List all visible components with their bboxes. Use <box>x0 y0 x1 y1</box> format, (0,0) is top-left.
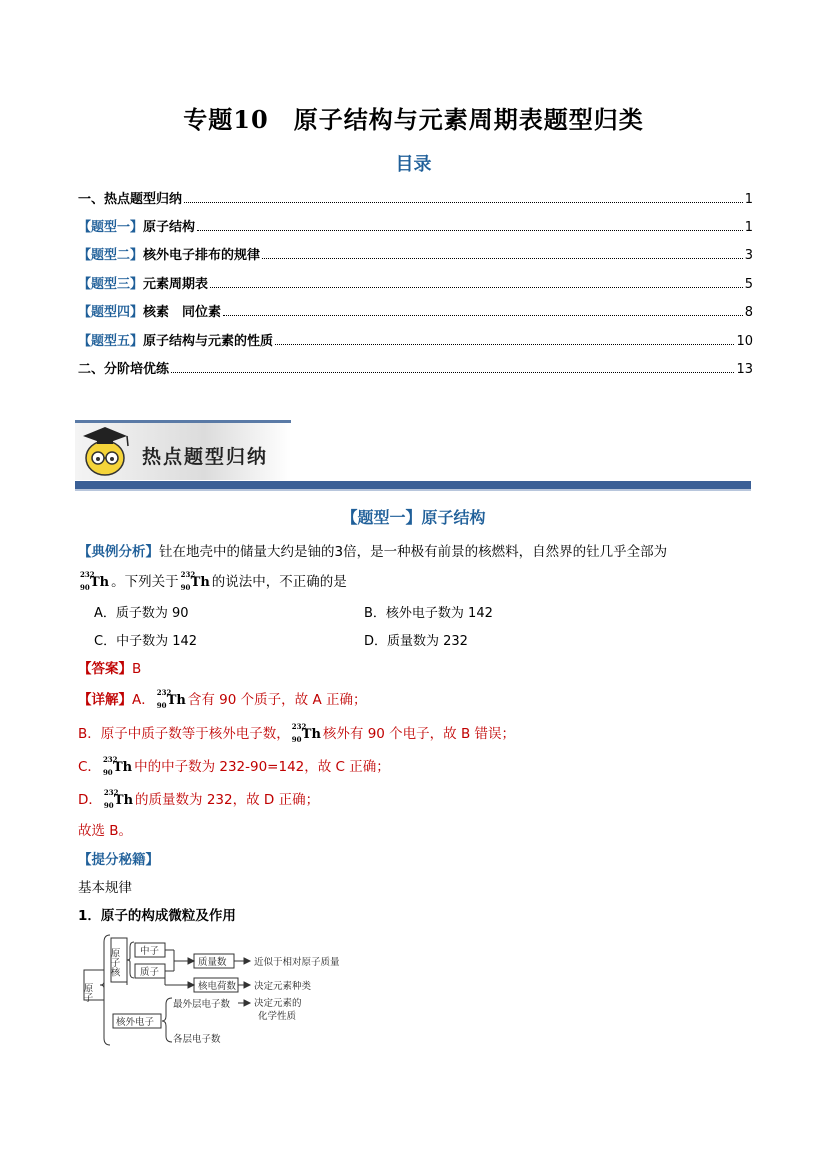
diagram-atom: 原子 <box>81 983 93 1002</box>
option-d: D．质量数为 232 <box>364 634 468 649</box>
tips-heading-1: 1．原子的构成微粒及作用 <box>78 908 236 924</box>
toc-item-label: 二、分阶培优练 <box>78 362 170 377</box>
diagram-nuclear-charge: 核电荷数 <box>198 981 237 992</box>
example-line-1 <box>78 540 667 560</box>
toc-item[interactable] <box>78 187 753 207</box>
answer-value: B <box>132 661 142 677</box>
example-text-2b: 的说法中，不正确的是 <box>211 574 347 590</box>
diagram-proton: 质子 <box>140 967 160 978</box>
option-c: C．中子数为 142 <box>94 634 198 649</box>
toc-item-page: 8 <box>744 305 753 320</box>
diagram-nucleus: 原子核 <box>108 948 120 977</box>
toc-leader-dots <box>275 344 734 345</box>
detail-tag: 【详解】 <box>78 692 132 708</box>
answer-line <box>78 657 141 677</box>
toc-item[interactable] <box>78 300 753 320</box>
nuclide-symbol: 232 90 Th <box>102 755 133 777</box>
detail-line-a: 【详解】A． 232 90 Th 含有 90 个质子，故 A 正确； <box>78 688 367 710</box>
detail-line-b: B．原子中质子数等于核外电子数， 232 90 Th 核外有 90 个电子，故 B 错误； <box>78 722 516 744</box>
option-b: B．核外电子数为 142 <box>364 606 493 621</box>
tips-tag: 【提分秘籍】 <box>78 852 159 868</box>
detail-line-c: C． 232 90 Th 中的中子数为 232-90=142，故 C 正确； <box>78 755 390 777</box>
section-heading: 【题型一】原子结构 <box>341 508 486 527</box>
toc-item[interactable] <box>78 272 753 292</box>
diagram-layer-electrons: 各层电子数 <box>173 1034 221 1045</box>
graduate-mascot-icon <box>83 427 128 475</box>
tips-basic: 基本规律 <box>78 880 132 896</box>
diagram-electrons: 核外电子 <box>116 1017 155 1028</box>
toc-leader-dots <box>262 258 743 259</box>
option-a: A．质子数为 90 <box>94 606 189 621</box>
toc-item-page: 1 <box>744 220 753 235</box>
example-line-2 <box>78 570 347 590</box>
toc-item-page: 13 <box>736 362 753 377</box>
diagram-decide-kind: 决定元素种类 <box>254 981 312 992</box>
example-text-1: 钍在地壳中的储量大约是铀的3倍，是一种极有前景的核燃料，自然界的钍几乎全部为 <box>159 544 668 560</box>
toc-item-label: 【题型五】原子结构与元素的性质 <box>78 334 274 349</box>
diagram-decide-chem-2: 化学性质 <box>258 1011 297 1022</box>
example-text-2a: 。下列关于 <box>111 574 179 590</box>
banner-title: 热点题型归纳 <box>142 446 269 468</box>
toc-heading: 目录 <box>395 154 432 175</box>
toc-item[interactable] <box>78 215 753 235</box>
nuclide-symbol: 232 90 Th <box>156 688 186 710</box>
toc-leader-dots <box>184 202 743 203</box>
toc-leader-dots <box>223 315 743 316</box>
nuclide-symbol: 232 90 Th <box>80 570 110 592</box>
nuclide-symbol: 232 90 Th <box>103 788 134 810</box>
atom-structure-diagram <box>78 930 378 1050</box>
nuclide-symbol: 232 90 Th <box>291 722 321 744</box>
toc-leader-dots <box>210 287 743 288</box>
toc-item-page: 10 <box>736 334 753 349</box>
toc-leader-dots <box>171 372 734 373</box>
diagram-neutron: 中子 <box>140 946 160 957</box>
toc-item-label: 【题型四】核素 同位素 <box>78 305 222 320</box>
detail-conclusion: 故选 B。 <box>78 823 133 839</box>
toc-item[interactable] <box>78 357 753 377</box>
diagram-outer-electrons: 最外层电子数 <box>173 999 231 1010</box>
toc-item-label: 【题型三】元素周期表 <box>78 277 209 292</box>
example-tag: 【典例分析】 <box>78 544 159 560</box>
toc-item-label: 一、热点题型归纳 <box>78 192 183 207</box>
toc-item-page: 5 <box>744 277 753 292</box>
toc-item-page: 1 <box>744 192 753 207</box>
toc-item-label: 【题型一】原子结构 <box>78 220 196 235</box>
nuclide-symbol: 232 90 Th <box>180 570 210 592</box>
toc-item-label: 【题型二】核外电子排布的规律 <box>78 248 261 263</box>
diagram-decide-chem-1: 决定元素的 <box>254 998 302 1009</box>
diagram-approx-mass: 近似于相对原子质量 <box>254 957 340 968</box>
toc-item[interactable] <box>78 329 753 349</box>
answer-tag: 【答案】 <box>78 661 132 677</box>
toc-leader-dots <box>197 230 743 231</box>
toc-item-page: 3 <box>744 248 753 263</box>
diagram-mass-number: 质量数 <box>198 957 227 968</box>
toc-item[interactable] <box>78 243 753 263</box>
page-title: 专题10 原子结构与元素周期表题型归类 <box>183 105 644 134</box>
detail-line-d: D． 232 90 Th 的质量数为 232，故 D 正确； <box>78 788 320 810</box>
